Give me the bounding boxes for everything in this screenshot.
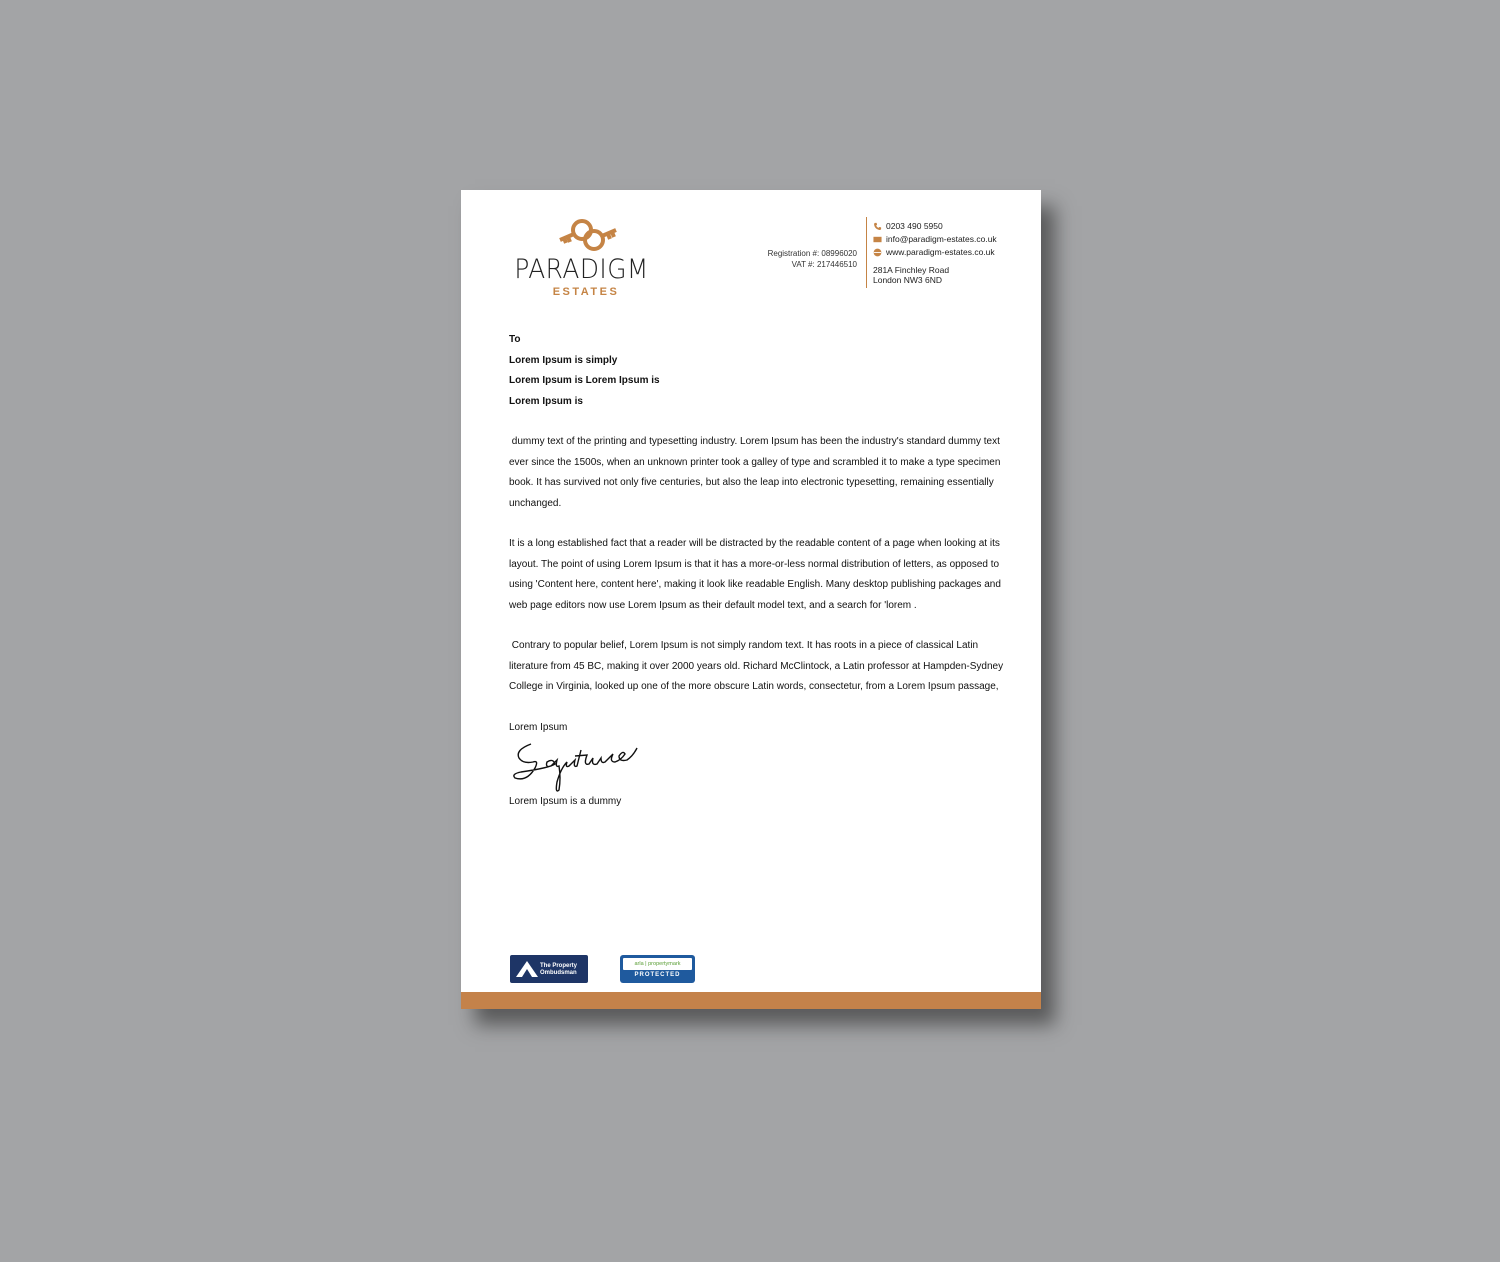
vat-number: VAT #: 217446510 xyxy=(791,260,857,269)
contact-address: 281A Finchley Road London NW3 6ND xyxy=(873,265,950,285)
keys-logo-icon xyxy=(556,216,620,256)
contact-phone: 0203 490 5950 xyxy=(873,220,997,233)
globe-icon xyxy=(873,248,882,257)
contact-divider xyxy=(866,217,867,288)
brand-logo xyxy=(508,216,668,300)
recipient-line: Lorem Ipsum is simply xyxy=(509,354,618,366)
email-icon xyxy=(873,235,882,244)
contact-website[interactable]: www.paradigm-estates.co.uk xyxy=(873,246,997,259)
recipient-block xyxy=(509,330,1009,412)
recipient-line: To xyxy=(509,334,521,345)
accreditation-badges xyxy=(510,955,695,983)
recipient-line: Lorem Ipsum is Lorem Ipsum is xyxy=(509,375,660,386)
footer-accent-band xyxy=(461,992,1041,1009)
brand-subtitle: ESTATES xyxy=(552,286,620,298)
phone-icon xyxy=(873,222,882,231)
contact-email[interactable]: info@paradigm-estates.co.uk xyxy=(873,233,997,246)
letterhead-page xyxy=(461,190,1041,1009)
letter-paragraph: dummy text of the printing and typesetting industry. Lorem Ipsum has been the industry's standard dummy text ever since the 1500s, when an unknown printer took a galley of type and scrambled it to make a type specimen book. It has survived not only five centuries, but also the leap into electronic typesetting, remaining essentially unchanged. xyxy=(509,436,1004,509)
ombudsman-logo-icon xyxy=(516,961,538,977)
brand-name: PARADIGM xyxy=(514,254,649,285)
letter-body xyxy=(509,330,1009,807)
recipient-line: Lorem Ipsum is xyxy=(509,395,583,407)
registration-number: Registration #: 08996020 xyxy=(767,249,857,258)
propertymark-protected-badge: arla | propertymark PROTECTED xyxy=(620,955,695,983)
registration-info xyxy=(768,248,857,270)
property-ombudsman-badge: The Property Ombudsman xyxy=(510,955,588,983)
signature-icon xyxy=(509,738,639,796)
signer-name: Lorem Ipsum is a dummy xyxy=(509,795,622,807)
letter-paragraph: It is a long established fact that a reader will be distracted by the readable content of a page when looking at its layout. The point of using Lorem Ipsum is that it has a more-or-less normal distribution of letters, as opposed to using 'Content here, content here', making it look like readable English. Many desktop publishing packages and web page editors now use Lorem Ipsum as their default model text, and a search for 'lorem . xyxy=(509,538,1001,611)
closing-text: Lorem Ipsum xyxy=(509,721,568,733)
letter-paragraph: Contrary to popular belief, Lorem Ipsum is not simply random text. It has roots in a piece of classical Latin literature from 45 BC, making it over 2000 years old. Richard McClintock, a Latin professor at Hampden-Sydney College in Virginia, looked up one of the more obscure Latin words, consectetur, from a Lorem Ipsum passage, xyxy=(509,640,1006,692)
contact-block xyxy=(873,220,997,285)
